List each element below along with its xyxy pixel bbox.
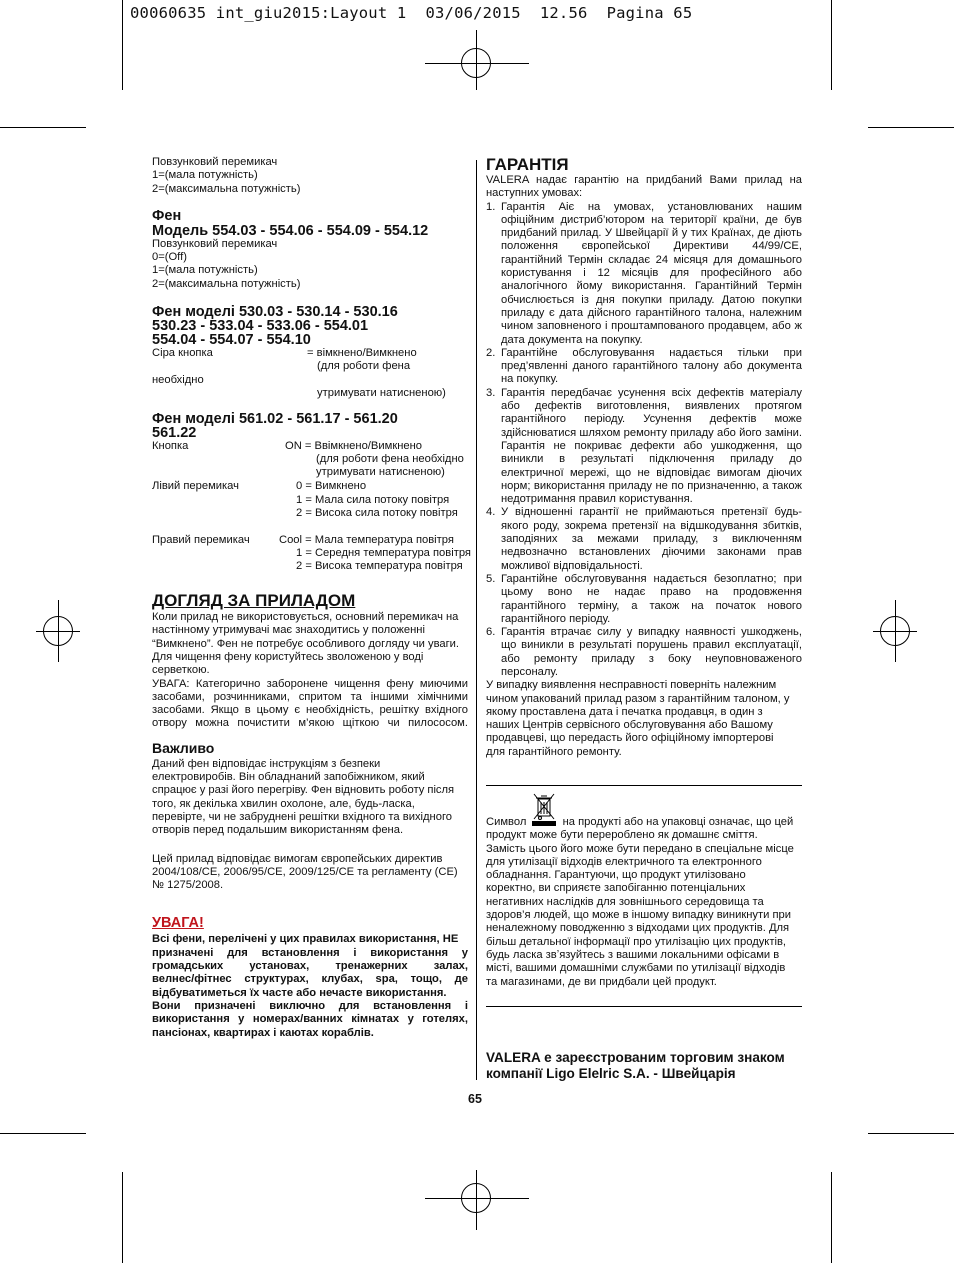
guarantee-item-line: на покупку. bbox=[501, 373, 559, 386]
guarantee-item-line: Гарантія не покриває дефекти або ушкодження, що bbox=[501, 439, 802, 452]
weee-line: для утилізації відходів електричного та електронного bbox=[486, 855, 762, 868]
print-slug: 00060635 int_giu2015:Layout 1 03/06/2015 12.56 Pagina 65 bbox=[130, 4, 693, 22]
model1-line: 2=(максимальна потужність) bbox=[152, 277, 301, 290]
return-line: продавцеві, що передасть його офіційному імпортерові bbox=[486, 732, 774, 745]
model1-line: 1=(мала потужність) bbox=[152, 264, 258, 277]
guarantee-intro: VALERA надає гарантію на придбаний Вами прилад на bbox=[486, 174, 802, 186]
guarantee-item-number: 5. bbox=[486, 572, 496, 585]
model1-line: 0=(Off) bbox=[152, 251, 187, 264]
return-line: наших Центрів сервісного обслуговування або Вашому bbox=[486, 719, 773, 732]
important-line: отворів перед подальшим використанням фена. bbox=[152, 824, 404, 837]
attention-line: Вони призначені виключно для встановлення і bbox=[152, 999, 468, 1012]
crop-mark bbox=[868, 127, 954, 128]
guarantee-item-line: Гарантія Аіє на умовах, установлюваних нашим bbox=[501, 200, 802, 213]
trademark-line: компанії Ligo Elelric S.A. - Швейцарія bbox=[486, 1066, 736, 1081]
care-warning-line: УВАГА: Категорично заборонене чищення фену миючими bbox=[152, 677, 468, 690]
model3-right-value: 2 = Висока температура повітря bbox=[296, 560, 463, 573]
attention-line: використання у номерах/ванних кімнатах у готелях, bbox=[152, 1013, 468, 1026]
guarantee-item-number: 4. bbox=[486, 506, 496, 519]
guarantee-item-line: недвозначно встановлених діючими законами прав bbox=[501, 546, 802, 559]
guarantee-item-line: Гарантія передбачає усунення всіх дефектів матеріалу bbox=[501, 386, 802, 399]
guarantee-item-number: 1. bbox=[486, 200, 496, 213]
important-line: того, як декілька хвилин охолоне, але, будь-ласка, bbox=[152, 797, 415, 810]
model3-button-value: (для роботи фена необхідно bbox=[316, 453, 464, 466]
weee-line: Замість цього його може бути передано в спеціальне місце bbox=[486, 842, 794, 855]
model3-left-value: 2 = Висока сила потоку повітря bbox=[296, 507, 458, 520]
model2-value: (для роботи фена bbox=[317, 360, 411, 373]
guarantee-item-line: обчислюється із дня покупки приладу. Датою покупки bbox=[501, 293, 802, 306]
directive-line: № 1275/2008. bbox=[152, 879, 224, 892]
model2-tail: утримувати натисненою) bbox=[317, 387, 446, 400]
model2-heading: 530.23 - 533.04 - 533.06 - 554.01 bbox=[152, 318, 369, 335]
guarantee-item-line: користування і 12 місяців для професійного або bbox=[501, 267, 802, 280]
right-column bbox=[486, 156, 802, 759]
guarantee-intro: наступних умовах: bbox=[486, 187, 583, 200]
crop-mark bbox=[868, 1133, 954, 1134]
guarantee-item-line: якого роду, зокрема претензії на відшкодування збитків, bbox=[501, 519, 802, 532]
guarantee-item-line: дата документа на покупку. bbox=[501, 333, 643, 346]
weee-line: місті, вашими домашніми службами по утилізації відходів bbox=[486, 962, 786, 975]
directive-line: Цей прилад відповідає вимогам європейських директив bbox=[152, 852, 443, 865]
model3-left-key: Лівий перемикач bbox=[152, 480, 239, 493]
model3-heading: 561.22 bbox=[152, 425, 197, 442]
return-line: У випадку виявлення несправності поверніть належним bbox=[486, 679, 777, 692]
model3-button-key: Кнопка bbox=[152, 440, 189, 453]
care-warning-line: засобами, розчинниками, спритом та іншими хімічними bbox=[152, 690, 468, 703]
model2-value: = вімкнено/Вимкнено bbox=[307, 347, 417, 360]
weee-line: продукт може бути перероблено як домашнє сміття. bbox=[486, 829, 758, 842]
guarantee-item-number: 3. bbox=[486, 386, 496, 399]
model1-line: Повзунковий перемикач bbox=[152, 237, 278, 250]
guarantee-item-line: гарантійного терміну, а також на початок нового bbox=[501, 599, 802, 612]
important-line: перевірте, чи не забруднені решітки вхідного та вихідного bbox=[152, 810, 453, 823]
guarantee-item-line: аналогічного йому використання. Гарантійний Термін bbox=[501, 280, 802, 293]
weee-line: будь ласка звʼязуйтесь з вашими локальними офісами в bbox=[486, 948, 780, 961]
weee-notice bbox=[486, 812, 804, 989]
page-number: 65 bbox=[468, 1092, 482, 1106]
model2-heading: Фен моделі 530.03 - 530.14 - 530.16 bbox=[152, 304, 398, 321]
crop-mark bbox=[122, 1172, 123, 1263]
care-line: Коли прилад не використовується, основний перемикач на bbox=[152, 611, 459, 624]
guarantee-item-line: Гарантія втрачає силу у випадку наявності ушкоджень, bbox=[501, 626, 802, 639]
model3-button-value: утримувати натисненою) bbox=[316, 466, 445, 479]
crop-mark bbox=[831, 1172, 832, 1263]
weee-bottom-rule bbox=[486, 1006, 802, 1007]
model3-button-value: ON = Ввімкнено/Вимкнено bbox=[285, 440, 423, 453]
guarantee-item-line: здійснюватися шляхом ремонту приладу або його заміни. bbox=[501, 426, 802, 439]
important-line: спрацює у разі його перегріву. Фен відновить роботу після bbox=[152, 784, 455, 797]
important-heading: Важливо bbox=[152, 739, 215, 756]
column-divider bbox=[476, 160, 477, 1080]
model2-key: Сіра кнопка bbox=[152, 347, 213, 360]
attention-line: громадських установах, тренажерних залах, bbox=[152, 960, 468, 973]
attention-heading: УВАГА! bbox=[152, 915, 204, 932]
guarantee-item-number: 2. bbox=[486, 346, 496, 359]
weee-line: неналежному поводженню з відходами цих продуктів. Для bbox=[486, 922, 790, 935]
guarantee-item bbox=[486, 347, 802, 387]
trademark-line: VALERA е зареєстрованим торговим знаком bbox=[486, 1050, 785, 1065]
crop-mark bbox=[0, 127, 86, 128]
attention-line: пансіонах, квартирах і каютах кораблів. bbox=[152, 1026, 374, 1039]
weee-line: здоров’я людей, що може в іншому випадку виникнути при bbox=[486, 909, 792, 922]
model3-heading: Фен моделі 561.02 - 561.17 - 561.20 bbox=[152, 411, 398, 428]
guarantee-list bbox=[486, 201, 802, 680]
intro-line: Повзунковий перемикач bbox=[152, 156, 278, 168]
guarantee-item-number: 6. bbox=[486, 626, 496, 639]
model1-heading: Модель 554.03 - 554.06 - 554.09 - 554.12 bbox=[152, 222, 429, 239]
model1-heading: Фен bbox=[152, 207, 182, 224]
return-line: для гарантійного ремонту. bbox=[486, 745, 622, 758]
guarantee-item-line: або дефектів виготовлення, виявлених протягом bbox=[501, 400, 802, 413]
intro-line: 1=(мала потужність) bbox=[152, 169, 258, 182]
care-line: настінному утримувачі має знаходитись у положенні bbox=[152, 624, 425, 637]
guarantee-item-line: що виникли в результаті порушень правил експлуатації, bbox=[501, 639, 802, 652]
weee-line: коректно, ви сприяєте запобіганню потенціальних bbox=[486, 882, 746, 895]
intro-line: 2=(максимальна потужність) bbox=[152, 182, 301, 195]
guarantee-item-line: придбаний прилад. У Швейцарії й у тих Країнах, де діють bbox=[501, 227, 802, 240]
attention-line: призначені для встановлення і використання у bbox=[152, 946, 468, 959]
guarantee-item-line: персоналу. bbox=[501, 665, 558, 678]
guarantee-item bbox=[486, 201, 802, 347]
weee-top-rule bbox=[486, 785, 802, 786]
guarantee-item-line: норм; використання приладу не по призначенню, а також bbox=[501, 479, 802, 492]
guarantee-heading: ГАРАНТІЯ bbox=[486, 155, 569, 174]
weee-line: більш детальної інформації про утилізацію цих продуктів, bbox=[486, 935, 786, 948]
guarantee-item-line: У відношенні гарантії не приймаються претензії будь- bbox=[501, 506, 802, 519]
guarantee-item-line: цьому воно не надає право на продовження bbox=[501, 586, 802, 599]
important-line: електровиробів. Він обладнаний запобіжником, який bbox=[152, 771, 425, 784]
crop-mark bbox=[122, 0, 123, 90]
guarantee-item-line: положення європейської Директиви 44/99/CE, bbox=[501, 240, 802, 253]
attention-line: Всі фени, перелічені у цих правилах використання, НЕ bbox=[152, 933, 459, 946]
guarantee-item-line: офіційним дистриб’ютором на території країни, де був bbox=[501, 213, 802, 226]
weee-bin-icon bbox=[532, 812, 556, 825]
guarantee-item-line: пред’явленні даного гарантійного талону або документа bbox=[501, 360, 802, 373]
weee-line: та магазинами, де ви придбали цей продукт. bbox=[486, 975, 717, 988]
weee-line: негативних наслідків для зовнішнього середовища та bbox=[486, 895, 764, 908]
guarantee-item-line: гарантійний Термін складає 24 місяця для домашнього bbox=[501, 253, 802, 266]
important-line: Даний фен відповідає інструкціям з безпеки bbox=[152, 757, 381, 770]
model3-right-key: Правий перемикач bbox=[152, 534, 250, 547]
guarantee-item-line: чином заповненого і проштампованого продавцем, або ж bbox=[501, 320, 802, 333]
care-line: “Вимкнено”. Фен не потребує особливого догляду чи уваги. bbox=[152, 637, 460, 650]
guarantee-item bbox=[486, 387, 802, 507]
guarantee-item-line: гарантійного періоду. bbox=[501, 612, 611, 625]
care-line: Для чищення фену користуйтесь зволоженою у воді bbox=[152, 650, 424, 663]
model3-left-value: 0 = Вимкнено bbox=[296, 480, 367, 493]
return-line: чином упакований прилад разом з гарантійним талоном, у bbox=[486, 692, 790, 705]
attention-line: відбуватиметься їх часте або нечасте використання. bbox=[152, 986, 447, 999]
guarantee-item-line: виникли в результаті підключення приладу до bbox=[501, 453, 802, 466]
directive-line: 2004/108/CE, 2006/95/CE, 2009/125/CE та регламенту (CE) bbox=[152, 865, 458, 878]
guarantee-item bbox=[486, 506, 802, 572]
guarantee-item-line: гарантійного періоду. Усунення дефектів може bbox=[501, 413, 802, 426]
crop-mark bbox=[831, 0, 832, 90]
care-line: серветкою. bbox=[152, 664, 210, 677]
care-warning-line: отвору можна почистити м’якою щіткою чи пилососом. bbox=[152, 717, 468, 730]
weee-suffix: на продукті або на упаковці означає, що цей bbox=[562, 816, 794, 828]
model2-extra: необхідно bbox=[152, 374, 204, 387]
crop-mark bbox=[0, 1133, 86, 1134]
weee-line: обладнання. Гарантуючи, що продукт утилізовано bbox=[486, 869, 746, 882]
guarantee-item-line: можливої відповідальності. bbox=[501, 559, 643, 572]
trademark-notice bbox=[486, 1050, 816, 1082]
guarantee-item-line: Гарантійне обслуговування надається безоплатно; при bbox=[501, 572, 802, 585]
guarantee-item-line: заподіяних за межами приладу, з виключенням bbox=[501, 533, 802, 546]
weee-prefix: Символ bbox=[486, 816, 527, 828]
return-line: якому проставлена дата і печатка продавця, в один з bbox=[486, 705, 763, 718]
left-column bbox=[152, 156, 471, 1040]
attention-line: велнес/фітнес структурах, клубах, spa, тощо, де bbox=[152, 973, 468, 986]
model3-left-value: 1 = Мала сила потоку повітря bbox=[296, 494, 450, 507]
weee-first-line bbox=[486, 812, 804, 829]
model2-heading: 554.04 - 554.07 - 554.10 bbox=[152, 332, 311, 349]
model3-right-value: 1 = Середня температура повітря bbox=[296, 547, 471, 560]
model3-right-value: Cool = Мала температура повітря bbox=[279, 534, 454, 547]
guarantee-item bbox=[486, 626, 802, 679]
guarantee-item bbox=[486, 573, 802, 626]
guarantee-item-line: приладу є дата дійсного гарантійного талона, належним bbox=[501, 306, 802, 319]
guarantee-item-line: електричної мережі, що не відповідає вимогам діючих bbox=[501, 466, 802, 479]
care-heading: ДОГЛЯД ЗА ПРИЛАДОМ bbox=[152, 591, 356, 611]
guarantee-item-line: або ремонту приладу з боку неуповноваженого bbox=[501, 652, 802, 665]
guarantee-item-line: Гарантійне обслуговування надається тільки при bbox=[501, 346, 802, 359]
guarantee-item-line: недотримання правил користування. bbox=[501, 493, 693, 506]
care-warning-line: засобами. Якщо в цьому є необхідність, решітку вхідного bbox=[152, 704, 468, 717]
